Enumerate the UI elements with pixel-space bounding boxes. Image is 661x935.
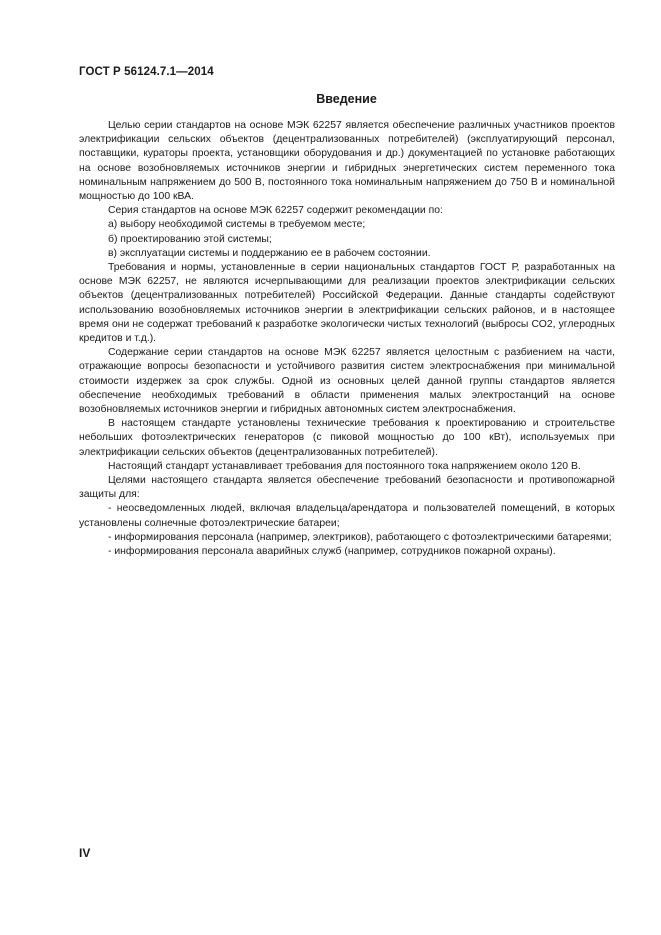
list-item-a: а) выбору необходимой системы в требуемом месте; [108,219,366,231]
paragraph-content: Содержание серии стандартов на основе МЭК 62257 является целостным с разбиением на части, отражающие вопросы безопасности и устойчивого развития систем электроснабжения при минимальной стоимости издержек за срок службы. Одной из основных целей данной группы стандартов является обеспечение необходимых требований в области применения малых электростанций на основе возобновляемых источников энергии и гибридных автономных систем электроснабжения. [79,347,615,416]
goal-item-2: - информирования персонала (например, электриков), работающего с фотоэлектрическими батареями; [108,531,612,543]
page-number: IV [79,846,91,860]
list-item-b: б) проектированию этой системы; [108,233,272,245]
document-body [79,119,615,559]
goal-item-1: - неосведомленных людей, включая владельца/арендатора и пользователей помещений, в которых установлены солнечные фотоэлектрические батареи; [79,503,615,529]
document-header: ГОСТ Р 56124.7.1—2014 [79,66,214,78]
section-title: Введение [316,92,377,106]
paragraph-recommendations: Серия стандартов на основе МЭК 62257 содержит рекомендации по: [108,205,443,217]
paragraph-scope: В настоящем стандарте установлены технические требования к проектированию и строительстве небольших фотоэлектрических генераторов (с пиковой мощностью до 100 кВт), используемых при электрификации сельских объектов (децентрализованных потребителей). [79,418,615,458]
paragraph-requirements: Требования и нормы, установленные в серии национальных стандартов ГОСТ Р, разработанных на основе МЭК 62257, не являются исчерпывающими для реализации проектов электрификации сельских объектов (децентрализованных потребителей) Российской Федерации. Данные стандарты содействуют использованию возобновляемых источников энергии в электрификации сельских районов, и в настоящее время они не содержат требований к разработке экологически чистых технологий (выбросы СО2, углеродных кредитов и т.д.). [79,262,615,345]
paragraph-voltage: Настоящий стандарт устанавливает требования для постоянного тока напряжением около 120 В. [108,460,581,472]
paragraph-goals: Целями настоящего стандарта является обеспечение требований безопасности и противопожарной защиты для: [79,475,615,501]
goal-item-3: - информирования персонала аварийных служб (например, сотрудников пожарной охраны). [108,546,556,558]
paragraph-purpose: Целью серии стандартов на основе МЭК 62257 является обеспечение различных участников проектов электрификации сельских объектов (децентрализованных потребителей) (эксплуатирующий персонал, поставщики, кураторы проекта, установщики оборудования и др.) документацией по установке работающих на основе возобновляемых источников энергии и гибридных энергетических систем переменного тока номинальным напряжением до 500 В, постоянного тока номинальным напряжением до 750 В и номинальной мощностью до 100 кВА. [79,120,615,203]
list-item-c: в) эксплуатации системы и поддержанию ее в рабочем состоянии. [108,247,431,259]
